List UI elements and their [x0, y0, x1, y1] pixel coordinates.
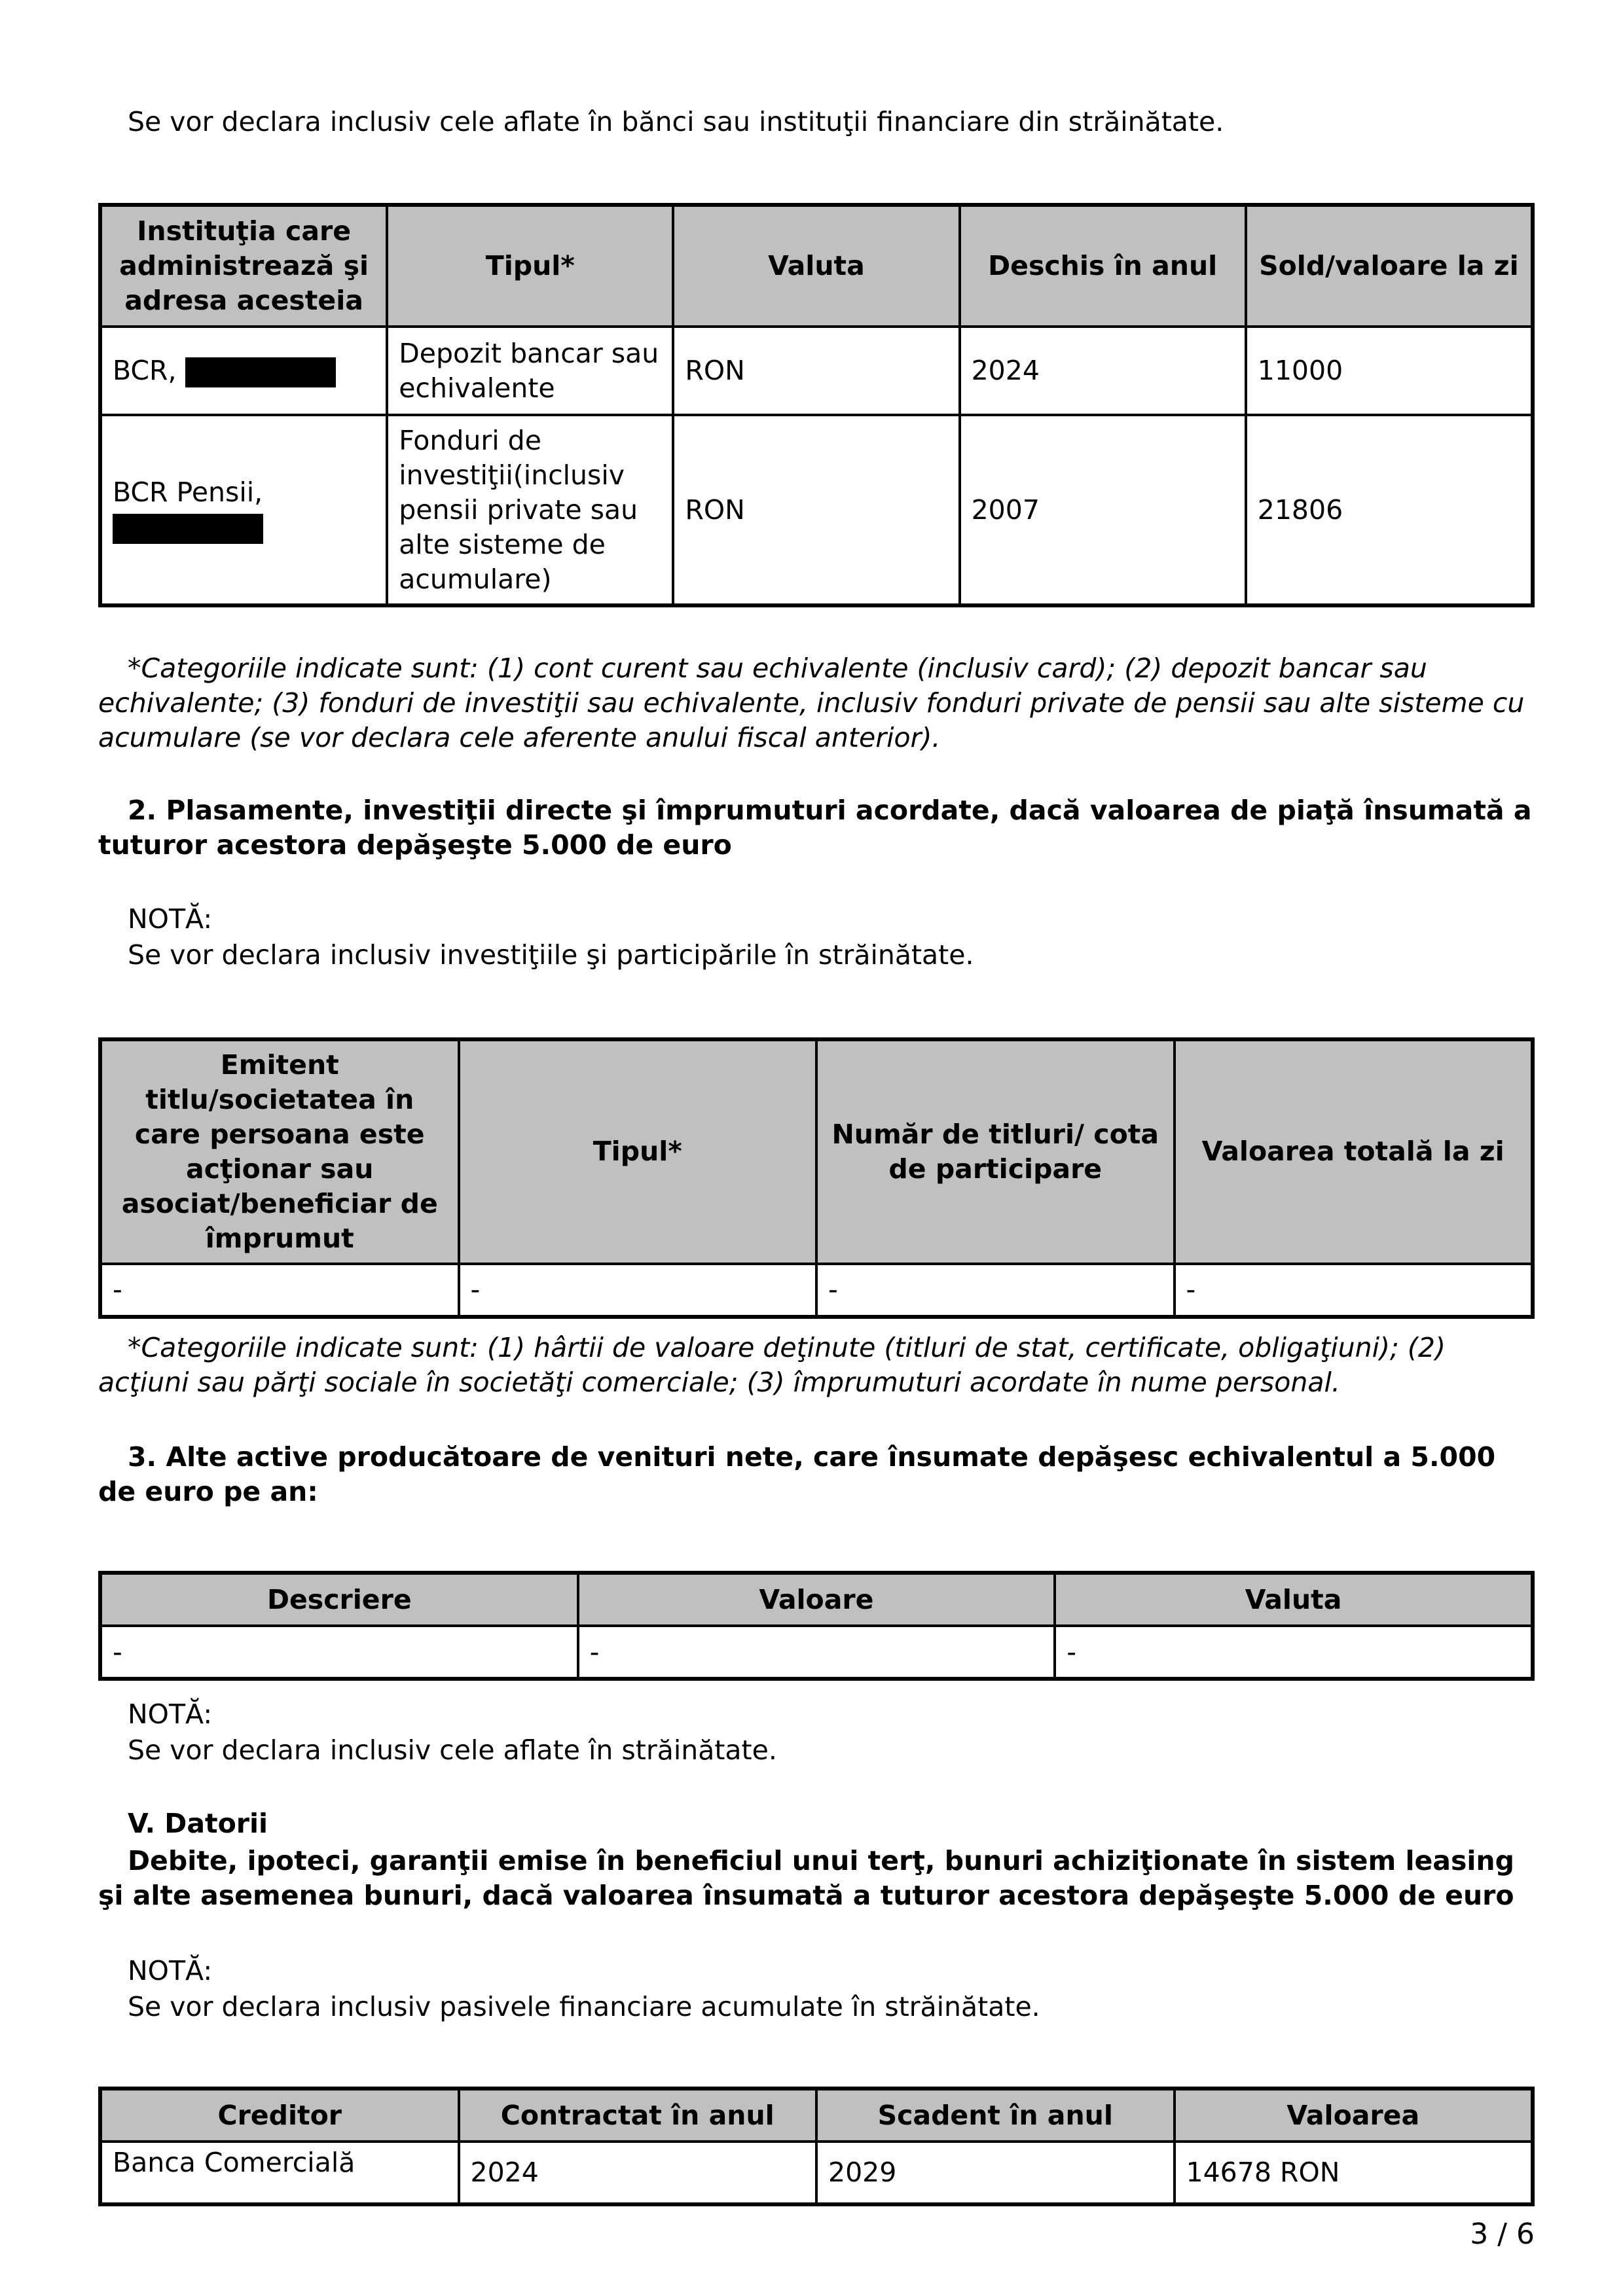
table-row — [101, 327, 1532, 415]
accounts-footnote: *Categoriile indicate sunt: (1) cont curent sau echivalente (inclusiv card); (2) depozit bancar sau echivalente; (3) fonduri de investiţii sau echivalente, inclusiv fonduri private de pensii sau alte sisteme cu acumulare (se vor declara cele aferente anului fiscal anterior). — [98, 653, 1525, 753]
balance-cell: 21806 — [1246, 415, 1532, 605]
issuer-cell: - — [101, 1264, 459, 1316]
debts-table — [98, 2087, 1535, 2206]
section2-heading: 2. Plasamente, investiţii directe şi împrumuturi acordate, dacă valoarea de piaţă însumată a tuturor acestora depăşeşte 5.000 de euro — [98, 795, 1532, 861]
header-balance: Sold/valoare la zi — [1246, 206, 1532, 327]
header-amount: Valoarea — [1175, 2089, 1533, 2142]
institution-cell — [101, 327, 387, 415]
currency-cell: RON — [673, 415, 959, 605]
intro-note: Se vor declara inclusiv cele aflate în bănci sau instituţii financiare din străinătate. — [128, 106, 1224, 137]
contracted-year-cell: 2024 — [459, 2142, 817, 2204]
section5-nota-label: NOTĂ: — [128, 1955, 213, 1986]
year-cell: 2007 — [960, 415, 1246, 605]
redacted-address — [113, 514, 263, 544]
section5-title: V. Datorii — [128, 1808, 268, 1839]
header-issuer: Emitent titlu/societatea în care persoana este acţionar sau asociat/beneficiar de împrumut — [101, 1040, 459, 1264]
section5-heading: Debite, ipoteci, garanţii emise în beneficiul unui terţ, bunuri achiziţionate în sistem leasing şi alte asemenea bunuri, dacă valoarea însumată a tuturor acestora depăşeşte 5.000 de euro — [98, 1845, 1514, 1911]
type-cell: - — [459, 1264, 817, 1316]
table-row — [101, 2142, 1532, 2204]
header-value: Valoare — [578, 1573, 1055, 1626]
section2-nota-text: Se vor declara inclusiv investiţiile şi participările în străinătate. — [128, 939, 974, 971]
header-shares: Număr de titluri/ cota de participare — [816, 1040, 1175, 1264]
amount-cell: 14678 RON — [1175, 2142, 1533, 2204]
header-description: Descriere — [101, 1573, 578, 1626]
header-contracted-year: Contractat în anul — [459, 2089, 817, 2142]
other-assets-header-row — [101, 1573, 1532, 1626]
table-row — [101, 415, 1532, 605]
other-assets-table — [98, 1571, 1535, 1681]
investments-table — [98, 1037, 1535, 1319]
table-row — [101, 1264, 1532, 1316]
header-institution: Instituţia care administrează şi adresa acesteia — [101, 206, 387, 327]
header-currency: Valuta — [1055, 1573, 1532, 1626]
year-cell: 2024 — [960, 327, 1246, 415]
balance-cell: 11000 — [1246, 327, 1532, 415]
creditor-cell: Banca Comercială — [101, 2142, 459, 2204]
description-cell: - — [101, 1626, 578, 1678]
currency-cell: RON — [673, 327, 959, 415]
table-row — [101, 1626, 1532, 1678]
value-cell: - — [578, 1626, 1055, 1678]
due-year-cell: 2029 — [816, 2142, 1175, 2204]
currency-cell: - — [1055, 1626, 1532, 1678]
section2-footnote: *Categoriile indicate sunt: (1) hârtii de valoare deţinute (titluri de stat, certificate, obligaţiuni); (2) acţiuni sau părţi sociale în societăţi comerciale; (3) împrumuturi acordate în nume personal. — [98, 1332, 1446, 1398]
accounts-header-row — [101, 206, 1532, 327]
shares-cell: - — [816, 1264, 1175, 1316]
header-due-year: Scadent în anul — [816, 2089, 1175, 2142]
institution-cell — [101, 415, 387, 605]
section2-nota-label: NOTĂ: — [128, 903, 213, 935]
debts-header-row — [101, 2089, 1532, 2142]
header-currency: Valuta — [673, 206, 959, 327]
header-type: Tipul* — [459, 1040, 817, 1264]
header-total-value: Valoarea totală la zi — [1175, 1040, 1533, 1264]
accounts-table — [98, 203, 1535, 607]
page-number: 3 / 6 — [1470, 2217, 1535, 2251]
section5-nota-text: Se vor declara inclusiv pasivele financiare acumulate în străinătate. — [128, 1991, 1040, 2022]
type-cell: Depozit bancar sau echivalente — [387, 327, 673, 415]
header-type: Tipul* — [387, 206, 673, 327]
type-cell: Fonduri de investiţii(inclusiv pensii private sau alte sisteme de acumulare) — [387, 415, 673, 605]
section3-heading: 3. Alte active producătoare de venituri nete, care însumate depăşesc echivalentul a 5.000 de euro pe an: — [98, 1441, 1496, 1507]
investments-header-row — [101, 1040, 1532, 1264]
header-creditor: Creditor — [101, 2089, 459, 2142]
value-cell: - — [1175, 1264, 1533, 1316]
section3-nota-text: Se vor declara inclusiv cele aflate în străinătate. — [128, 1734, 777, 1766]
section3-nota-label: NOTĂ: — [128, 1698, 213, 1730]
institution-name: BCR, — [113, 355, 177, 386]
header-year: Deschis în anul — [960, 206, 1246, 327]
redacted-address — [185, 357, 336, 387]
institution-name: BCR Pensii, — [113, 476, 263, 508]
